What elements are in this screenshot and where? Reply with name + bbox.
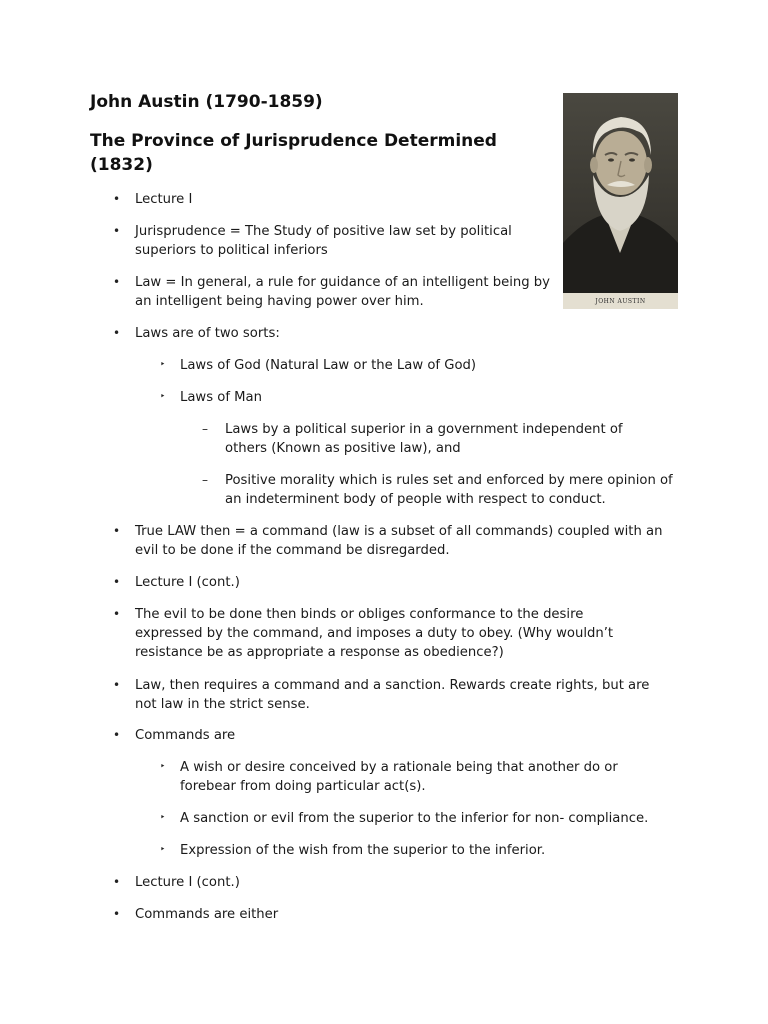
list-item: The evil to be done then binds or obliges conformance to the desire expressed by the command, and imposes a duty to obey. (Why wouldn’t resistance be as appropriate a response as obedience?) xyxy=(135,607,614,660)
subbullet-marker: ‣ xyxy=(160,845,166,855)
page-title: John Austin (1790-1859) xyxy=(90,92,323,112)
portrait-image xyxy=(563,93,678,309)
list-item: Law, then requires a command and a sanction. Rewards create rights, but are not law in the strict sense. xyxy=(135,678,650,712)
bullet-marker: • xyxy=(113,192,121,206)
portrait-drawing xyxy=(563,93,678,309)
bullet-marker: • xyxy=(113,524,121,538)
list-item: Commands are either xyxy=(135,907,279,922)
bullet-marker: • xyxy=(113,326,121,340)
subbullet-marker: ‣ xyxy=(160,360,166,370)
list-item: Laws are of two sorts: xyxy=(135,326,280,341)
list-item: Expression of the wish from the superior to the inferior. xyxy=(180,843,546,858)
subbullet-marker: ‣ xyxy=(160,813,166,823)
list-item: Lecture I xyxy=(135,192,193,207)
list-item: Laws of God (Natural Law or the Law of God) xyxy=(180,358,477,373)
subbullet-marker: ‣ xyxy=(160,762,166,772)
bullet-marker: • xyxy=(113,728,121,742)
bullet-marker: • xyxy=(113,607,121,621)
list-item: A sanction or evil from the superior to the inferior for non- compliance. xyxy=(180,811,649,826)
list-item: Law = In general, a rule for guidance of an intelligent being by an intelligent being having power over him. xyxy=(135,275,550,309)
portrait-caption: JOHN AUSTIN xyxy=(595,298,646,305)
list-item: Positive morality which is rules set and enforced by mere opinion of an indeterminent body of people with respect to conduct. xyxy=(225,473,673,507)
bullet-marker: • xyxy=(113,275,121,289)
bullet-marker: • xyxy=(113,907,121,921)
bullet-marker: • xyxy=(113,875,121,889)
list-item: Laws by a political superior in a government independent of others (Known as positive law), and xyxy=(225,422,623,456)
subbullet-marker: ‣ xyxy=(160,392,166,402)
list-item: Commands are xyxy=(135,728,236,743)
bullet-marker: • xyxy=(113,224,121,238)
page-subtitle: The Province of Jurisprudence Determined (1832) xyxy=(90,131,497,175)
list-item: Jurisprudence = The Study of positive law set by political superiors to political inferiors xyxy=(135,224,512,258)
list-item: Lecture I (cont.) xyxy=(135,575,240,590)
list-item: Laws of Man xyxy=(180,390,262,405)
list-item: True LAW then = a command (law is a subset of all commands) coupled with an evil to be done if the command be disregarded. xyxy=(135,524,663,558)
bullet-marker: • xyxy=(113,678,121,692)
bullet-marker: • xyxy=(113,575,121,589)
dash-marker: – xyxy=(202,422,208,436)
dash-marker: – xyxy=(202,473,208,487)
list-item: Lecture I (cont.) xyxy=(135,875,240,890)
list-item: A wish or desire conceived by a rationale being that another do or forebear from doing particular act(s). xyxy=(180,760,618,794)
